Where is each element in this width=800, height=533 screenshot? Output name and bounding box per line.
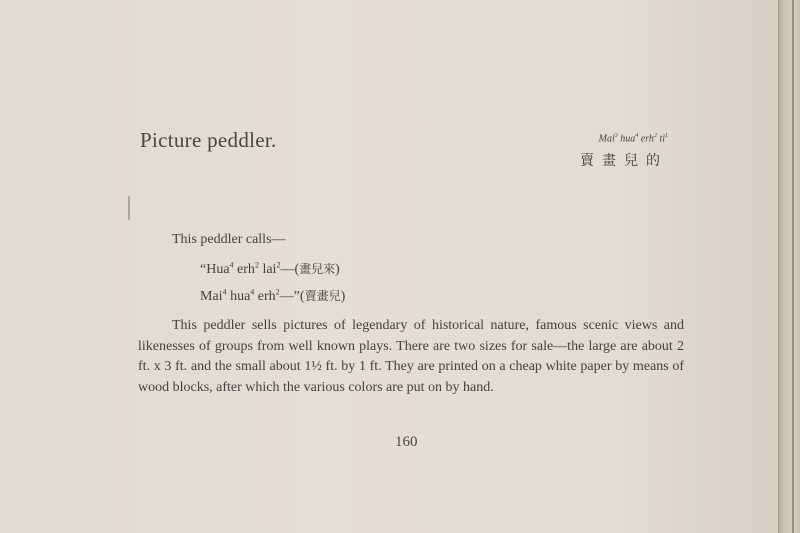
tone-mark: 2: [254, 260, 259, 270]
call-word: hua: [226, 289, 251, 304]
chinese-title: 賣畫兒的: [580, 153, 668, 169]
tone-mark: 2: [275, 287, 280, 297]
call-punct: —(: [280, 262, 300, 277]
call-word: erh: [254, 289, 276, 304]
book-edge-line: [792, 0, 794, 533]
body-paragraph: This peddler sells pictures of legendary of historical nature, famous scenic views and likenesses of groups from well known plays. There are two sizes for sale—the large are about 2 ft. x 3 ft. and the small about 1½ ft. by 1 ft. They are printed on a cheap white paper by means of wood blocks, after which the various colors are put on by hand.: [138, 318, 684, 395]
call-punct: ): [340, 289, 346, 304]
call-line-2: [200, 287, 345, 305]
tone-mark: 4: [635, 133, 639, 139]
tone-mark: 2: [276, 260, 281, 270]
page-mark: [128, 196, 130, 220]
tone-mark: 4: [229, 260, 234, 270]
call-word: Mai: [200, 289, 223, 304]
call-word: lai: [258, 262, 277, 277]
tone-mark: 4: [250, 287, 255, 297]
tone-mark: 1: [665, 133, 668, 139]
call-chinese: 畫兒來: [299, 262, 336, 276]
page-title: Picture peddler.: [140, 128, 277, 152]
tone-mark: 4: [222, 287, 227, 297]
rom-word: Mai: [598, 133, 615, 145]
rom-word: erh: [640, 133, 654, 145]
tone-mark: 2: [653, 133, 657, 139]
calls-intro: This peddler calls—: [172, 232, 286, 247]
call-chinese: 賣畫兒: [304, 289, 341, 303]
rom-word: ti: [659, 133, 665, 145]
call-word: erh: [233, 262, 255, 277]
call-punct: —”(: [279, 289, 305, 304]
romanization-heading: [508, 133, 668, 144]
call-word: “Hua: [200, 262, 230, 277]
call-line-1: [200, 260, 340, 278]
book-edge: [778, 0, 800, 533]
tone-mark: 3: [614, 133, 618, 139]
page-number: 160: [395, 434, 418, 450]
call-punct: ): [335, 262, 340, 277]
rom-word: hua: [620, 133, 636, 145]
